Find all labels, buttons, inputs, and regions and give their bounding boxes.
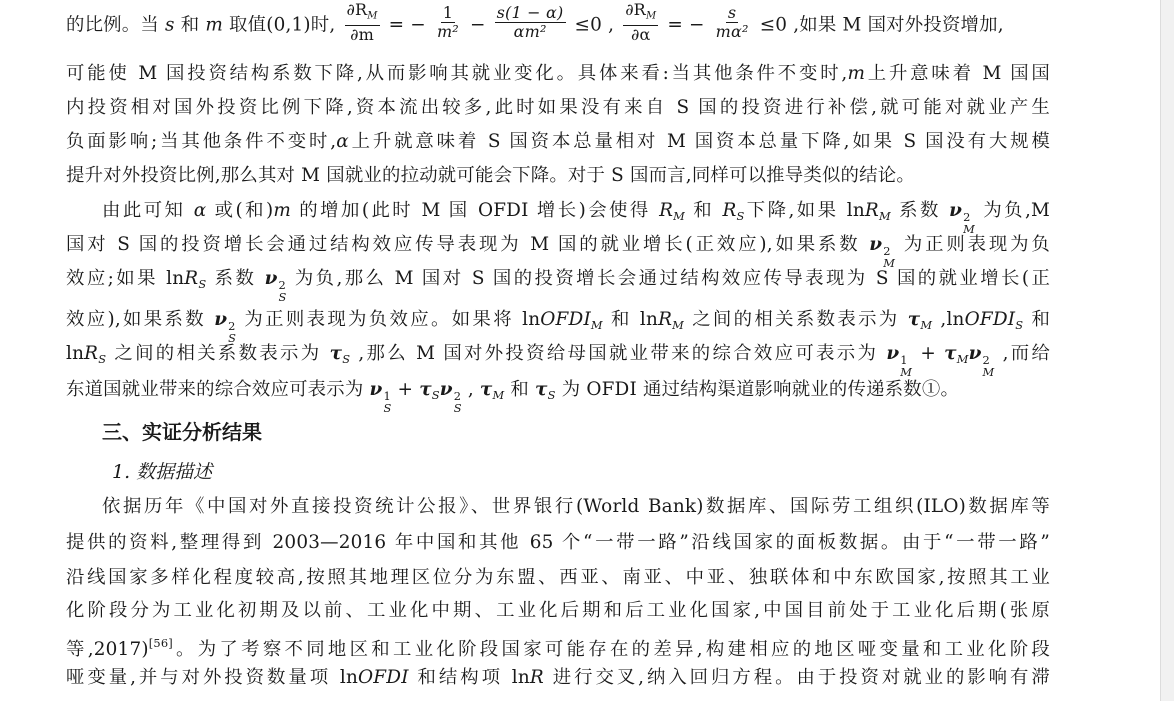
fraction-1-over-m2: $\frac{1}{\text{m²}}$ [436,3,459,42]
paragraph-line: 依据历年《中国对外直接投资统计公报》、世界银行(World Bank)数据库、国际劳工组织(ILO)数据库等 [102,496,1050,517]
paragraph-line: 负面影响;当其他条件不变时,α上升就意味着 S 国资本总量相对 M 国资本总量下降,如果 S 国没有大规模 [66,131,1050,152]
paragraph-line: 内投资相对国外投资比例下降,资本流出较多,此时如果没有来自 S 国的投资进行补偿,就可能对就业产生 [66,97,1050,118]
citation-reference: [56] [148,636,173,650]
paragraph-line: 由此可知 α 或(和)m 的增加(此时 M 国 OFDI 增长)会使得 $R_M$ 和 $R_S$下降,如果 lnR$_M$ 系数 ν 2 M 为负,M [102,200,1051,236]
vertical-scrollbar[interactable] [1160,0,1174,701]
paragraph-line: 的比例。当 s 和 m 取值(0,1)时, $\frac{\partial R_M}{\partial m}$ = − $\frac{1}{\text{m²}}$ − $\frac{s(1 - \alpha)}{\text{αm²}}$ ≤0 , $\frac{\partial R_M}{\partial\alpha}$ = − $\frac{s}{\text{mα²}}$ ≤0 ,如果 M 国对外投资增加, [66,0,1004,45]
paragraph-line: 国对 S 国的投资增长会通过结构效应传导表现为 M 国的就业增长(正效应),如果系数 ν 2 M 为正则表现为负 [66,234,1050,270]
paragraph-line: 提升对外投资比例,那么其对 M 国就业的拉动就可能会下降。对于 S 国而言,同样可以推导类似的结论。 [66,165,915,186]
paragraph-line: 哑变量,并与对外投资数量项 lnOFDI 和结构项 lnR 进行交叉,纳入回归方程。由于投资对就业的影响有滞 [66,667,1050,688]
paragraph-line: 效应;如果 lnR$_S$ 系数 ν 2 S 为负,那么 M 国对 S 国的投资增长会通过结构效应传导表现为 S 国的就业增长(正 [66,268,1051,304]
partial-derivative-rm-alpha: $\frac{\partial R_M}{\partial\alpha}$ [625,0,657,45]
paragraph-line: lnR$_S$ 之间的相关系数表示为 $\tau_S$ ,那么 M 国对外投资给母国就业带来的综合效应可表示为 ν 1 M + $\tau_M\nu$ 2 M ,而给 [66,343,1051,379]
paragraph-line: 东道国就业带来的综合效应可表示为 ν 1 S + $\tau_S\nu$ 2 S , $\tau_M$ 和 $\tau_S$ 为 OFDI 通过结构渠道影响就业的传递系数①。 [66,379,960,415]
subsection-heading: 1. 数据描述 [112,461,213,483]
section-heading: 三、实证分析结果 [102,420,262,444]
fraction-s-alpha: $\frac{s(1 - \alpha)}{\text{αm²}}$ [496,3,564,42]
partial-derivative-rm-m: $\frac{\partial R_M}{\partial m}$ [346,0,378,45]
fraction-s-over-malpha2: $\frac{s}{\text{mα²}}$ [715,3,749,42]
paragraph-line: 提供的资料,整理得到 2003—2016 年中国和其他 65 个“一带一路”沿线国家的面板数据。由于“一带一路” [66,532,1050,553]
paragraph-line: 化阶段分为工业化初期及以前、工业化中期、工业化后期和后工业化国家,中国目前处于工业化后期(张原 [66,600,1050,621]
paragraph-line: 可能使 M 国投资结构系数下降,从而影响其就业变化。具体来看:当其他条件不变时,m上升意味着 M 国国 [66,63,1050,84]
paragraph-line: 效应),如果系数 ν 2 S 为正则表现为负效应。如果将 lnOFDI$_M$ 和 lnR$_M$ 之间的相关系数表示为 $\tau_M$ ,lnOFDI$_S$ 和 [66,309,1051,345]
paragraph-line: 沿线国家多样化程度较高,按照其地理区位分为东盟、西亚、南亚、中亚、独联体和中东欧国家,按照其工业 [66,567,1050,588]
paragraph-line: 等,2017)[56]。为了考察不同地区和工业化阶段国家可能存在的差异,构建相应的地区哑变量和工业化阶段 [66,636,1050,660]
